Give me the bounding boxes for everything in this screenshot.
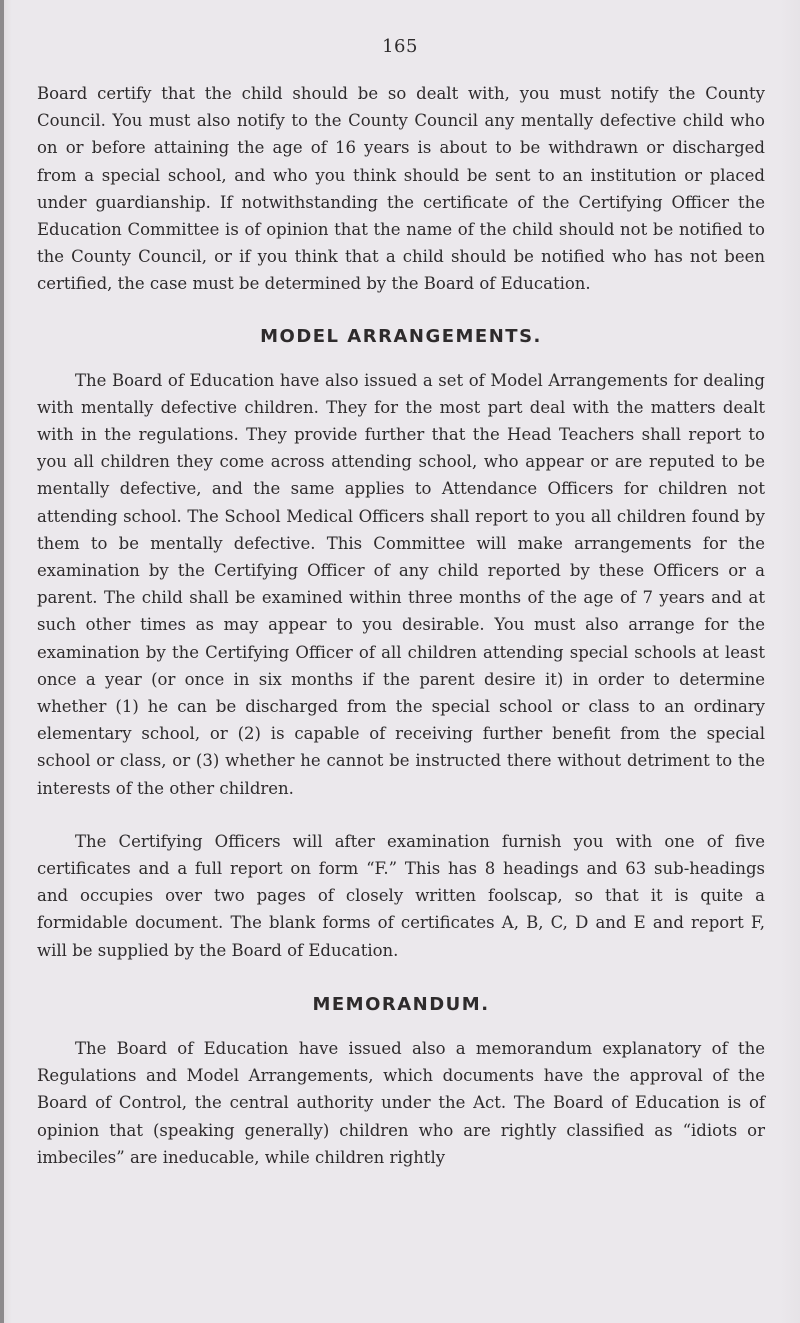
paragraph-memorandum: The Board of Education have issued also a memorandum explanatory of the Regulations and Model Arrangements, which documents have the approval of the Board of Control, the central authority under the Act. The Board of Education is of opinion that (speaking generally) children who are rightly classified as “idiots or imbeciles” are ineducable, while children rightly <box>37 1038 765 1167</box>
heading-model-arrangements: MODEL ARRANGEMENTS. <box>260 325 542 347</box>
heading-memorandum: MEMORANDUM. <box>312 993 490 1015</box>
page-edge-shadow <box>0 0 4 1323</box>
page-body <box>37 80 765 1171</box>
paragraph-model-arrangements: The Board of Education have also issued a set of Model Arrangements for dealing with mentally defective children. They for the most part deal with the matters dealt with in the regulations. They provide further that the Head Teachers shall report to you all children they come across attending school, who appear or are reputed to be mentally defective, and the same applies to Attendance Officers for children not attending school. The School Medical Officers shall report to you all children found by them to be mentally defective. This Committee will make arrangements for the examination by the Certifying Officer of any child reported by these Officers or a parent. The child shall be examined within three months of the age of 7 years and at such other times as may appear to you desirable. You must also arrange for the examination by the Certifying Officer of all children attending special schools at least once a year (or once in six months if the parent desire it) in order to determine whether (1) he can be discharged from the special school or class to an ordinary elementary school, or (2) is capable of receiving further benefit from the special school or class, or (3) whether he cannot be instructed there without detriment to the interests of the other children. <box>37 370 765 798</box>
paragraph-certifying-officers: The Certifying Officers will after examination furnish you with one of five certificates and a full report on form “F.” This has 8 headings and 63 sub-headings and occupies over two pages of closely written foolscap, so that it is quite a formidable document. The blank forms of certificates A, B, C, D and E and report F, will be supplied by the Board of Education. <box>37 831 765 960</box>
page-number: 165 <box>382 36 418 57</box>
paragraph-board-certify: Board certify that the child should be so dealt with, you must notify the County Council. You must also notify to the County Council any mentally defective child who on or before attaining the age of 16 years is about to be withdrawn or discharged from a special school, and who you think should be sent to an institution or placed under guardianship. If notwithstanding the certificate of the Certifying Officer the Education Committee is of opinion that the name of the child should not be notified to the County Council, or if you think that a child should be notified who has not been certified, the case must be determined by the Board of Education. <box>37 84 765 294</box>
